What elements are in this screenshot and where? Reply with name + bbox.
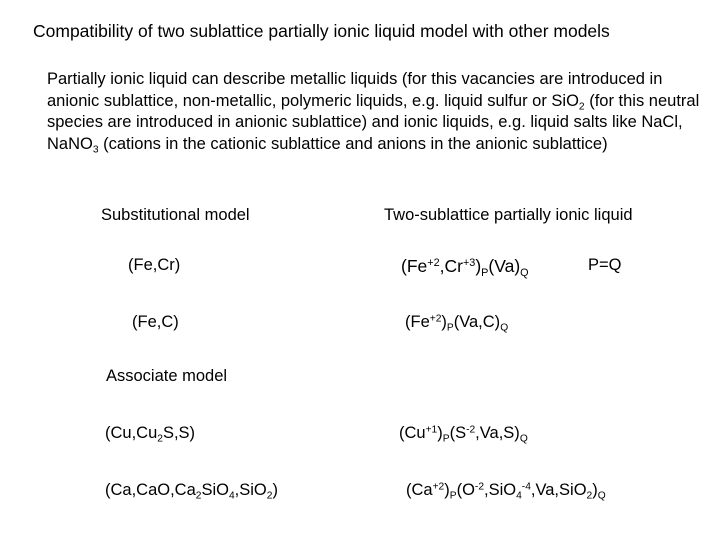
intro-text-3: (cations in the cationic sublattice and anions in the anionic sublattice) <box>98 134 608 153</box>
p-equals-q-note: P=Q <box>588 256 622 274</box>
associate-model-heading: Associate model <box>106 367 228 385</box>
intro-paragraph <box>47 69 711 155</box>
fe-c-ionic-formula: $(Fe^{+2})_P(Va,C)_Q$ <box>405 313 509 334</box>
fe-c-substitutional: (Fe,C) <box>132 313 179 331</box>
cu-s-ionic-formula: $(Cu^{+1})_P(S^{-2},Va,S)_Q$ <box>399 424 528 445</box>
intro-sub-3: 3 <box>92 144 99 156</box>
two-sublattice-heading: Two-sublattice partially ionic liquid <box>384 206 633 224</box>
ca-o-si-associate: $(Ca,CaO,Ca_2SiO_4,SiO_2)$ <box>105 481 278 502</box>
intro-text-2: (for this neutral species are introduced in anionic sublattice) and ionic liquids, e.g. liquid salts like NaCl, NaNO <box>47 91 700 153</box>
substitutional-model-heading: Substitutional model <box>101 206 250 224</box>
intro-text-1: Partially ionic liquid can describe metallic liquids (for this vacancies are introduced in anionic sublattice, non-metallic, polymeric liquids, e.g. liquid sulfur or SiO <box>47 70 663 110</box>
ca-o-si-ionic-formula: $(Ca^{+2})_P(O^{-2},SiO_4^{-4},Va,SiO_2)_Q$ <box>406 481 606 502</box>
intro-sub-2: 2 <box>578 101 585 113</box>
fe-cr-ionic-formula: $(Fe^{+2},Cr^{+3})_P(Va)_Q$ <box>401 256 529 279</box>
slide-title: Compatibility of two sublattice partially ionic liquid model with other models <box>33 21 610 41</box>
fe-cr-substitutional: (Fe,Cr) <box>128 256 181 274</box>
cu-s-associate: $(Cu,Cu_2S,S)$ <box>105 424 196 445</box>
